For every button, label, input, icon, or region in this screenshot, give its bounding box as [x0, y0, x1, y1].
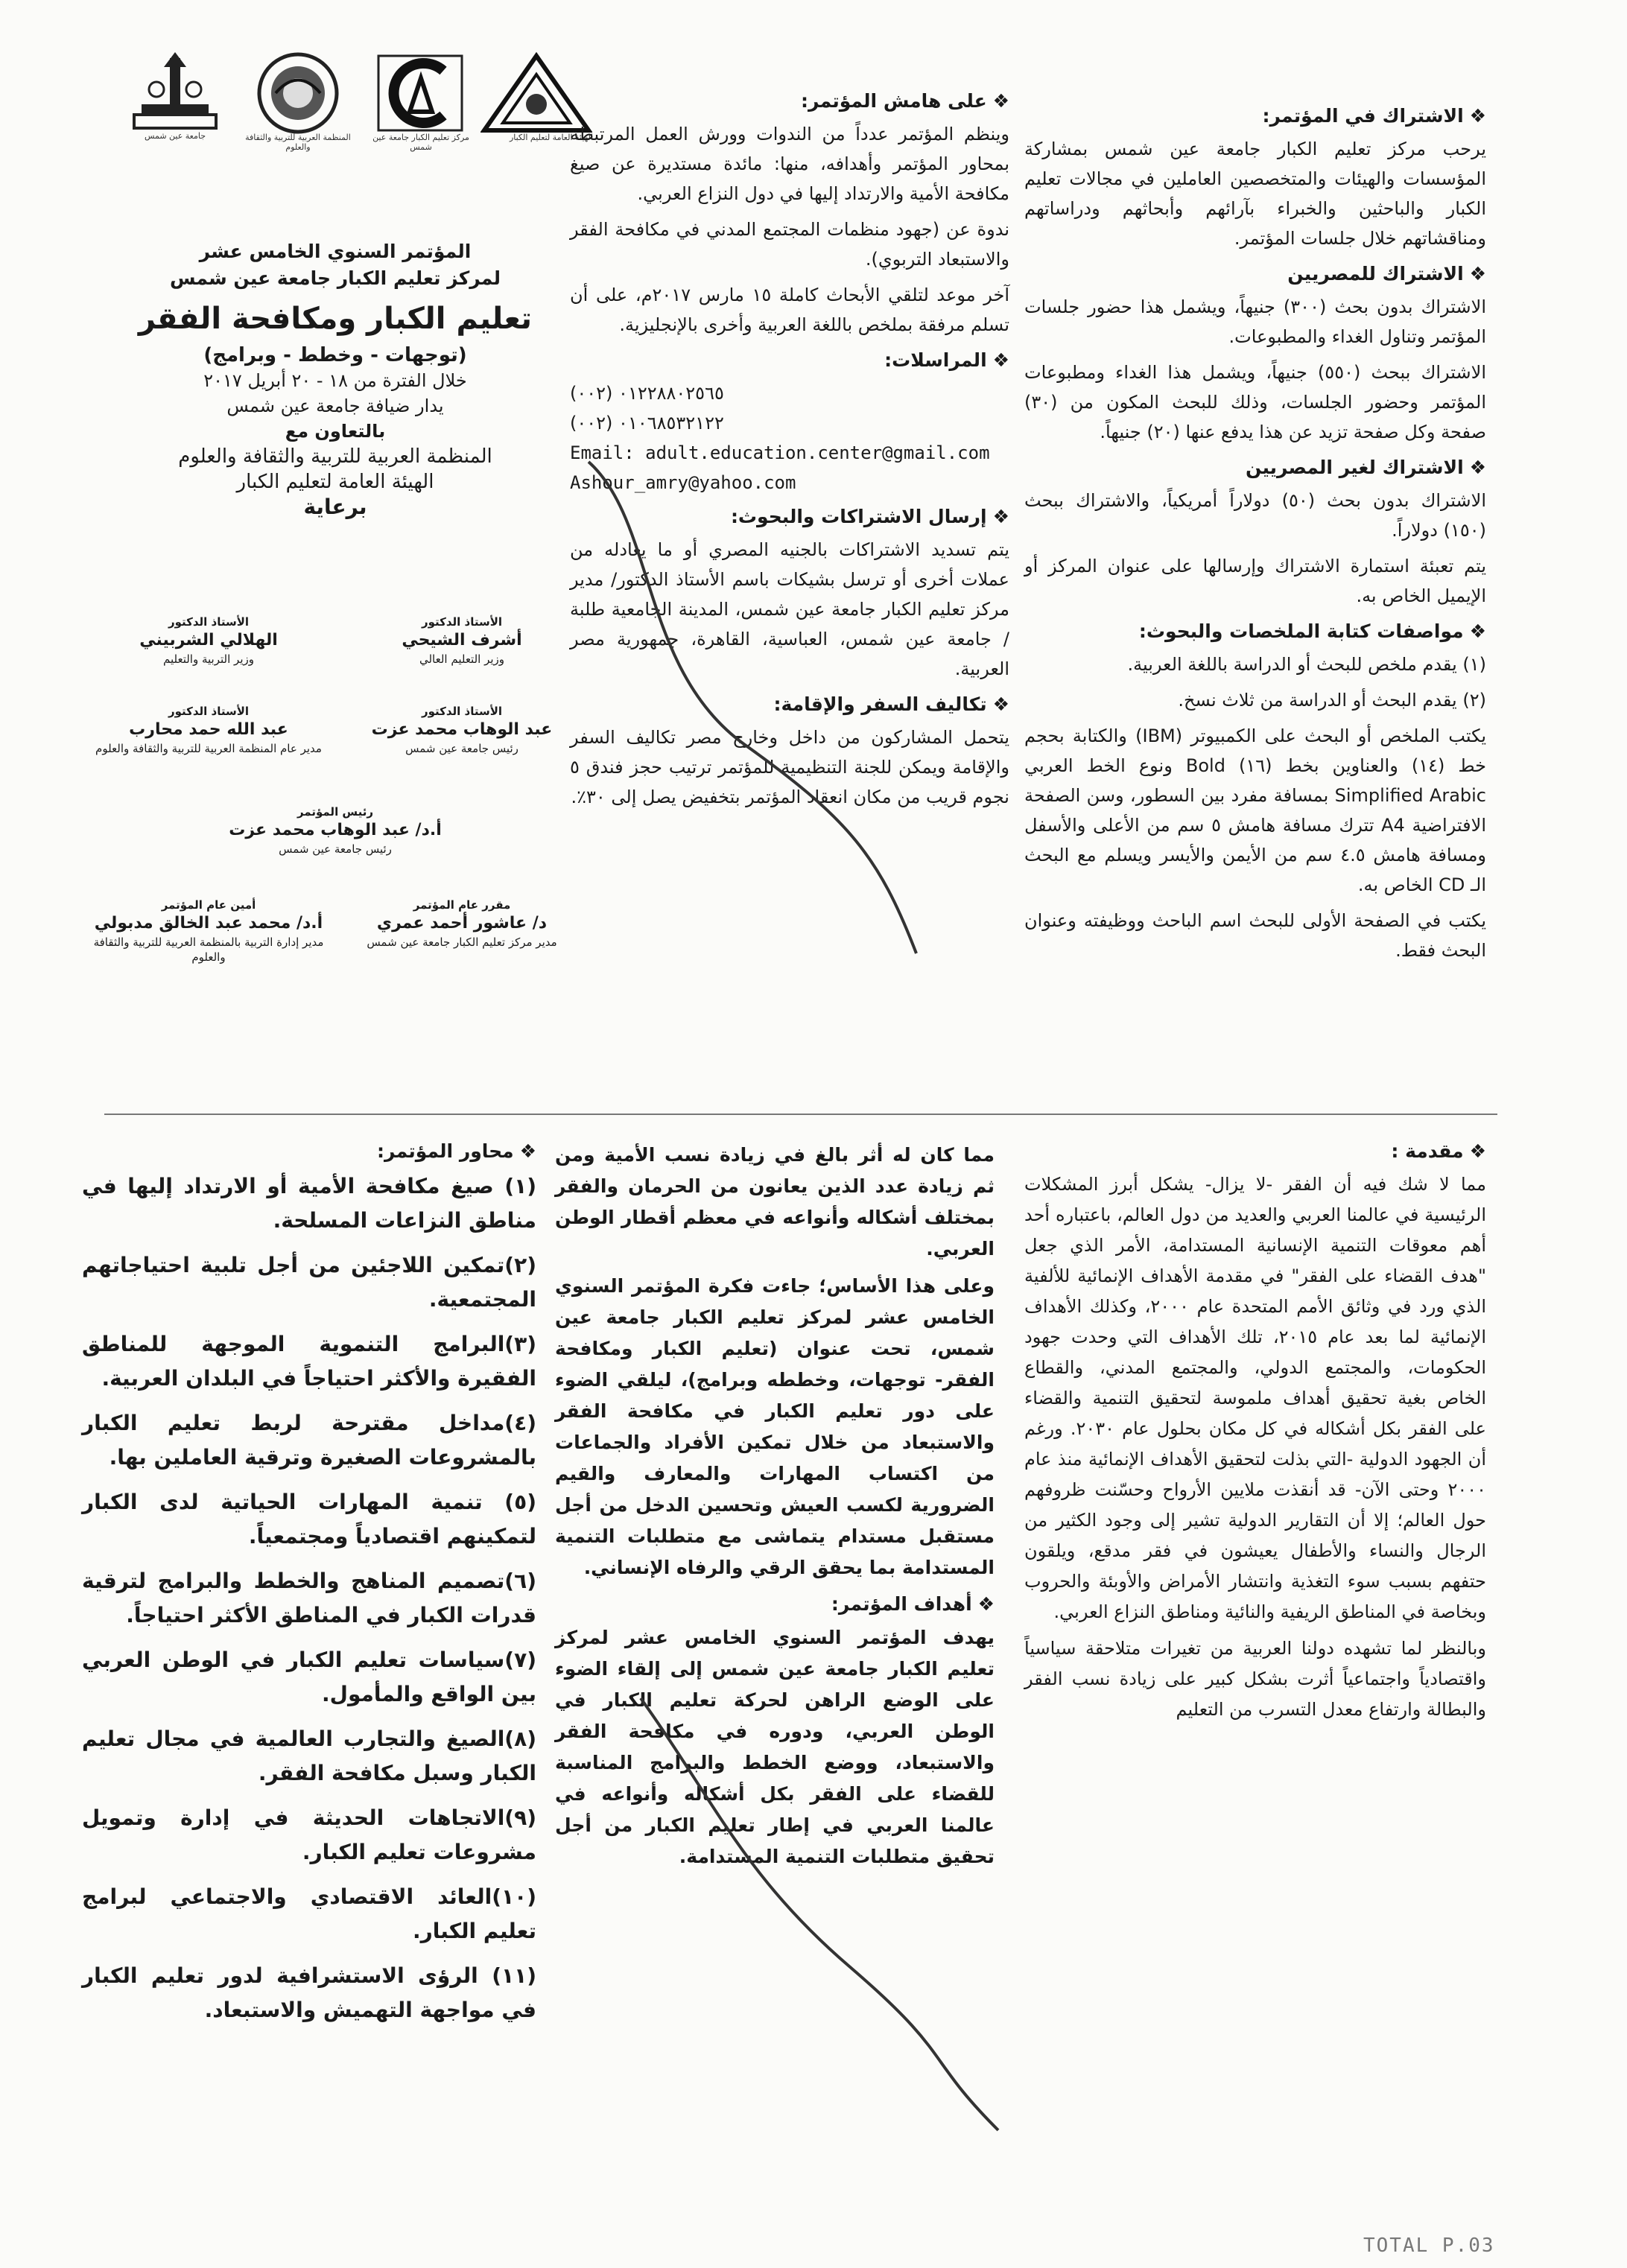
patron-4: الأستاذ الدكتور عبد الله حمد محارب مدير عام المنظمة العربية للتربية والثقافة والعلوم [95, 705, 322, 755]
axis-item: (٨)الصيغ والتجارب العالمية في مجال تعليم الكبار وسبل مكافحة الفقر. [82, 1727, 536, 1785]
conference-dates: خلال الفترة من ١٨ - ٢٠ أبريل ٢٠١٧ [203, 370, 467, 391]
conference-title: تعليم الكبار ومكافحة الفقر [138, 302, 533, 336]
phone-1: (٠٠٢) ٠١٢٢٨٨٠٢٥٦٥ [570, 383, 724, 404]
specs-heading: ❖ مواصفات كتابة الملخصات والبحوث: [1024, 617, 1486, 647]
axis-item: (٣)البرامج التنموية الموجهة للمناطق الفقيرة والأكثر احتياجاً في البلدان العربية. [82, 1332, 536, 1391]
conference-chair: رئيس المؤتمر أ.د/ عبد الوهاب محمد عزت رئيس جامعة عين شمس [229, 805, 442, 856]
logo-caption-two: المنظمة العربية للتربية والثقافة والعلوم [245, 133, 351, 152]
patron-2: الأستاذ الدكتور الهلالي الشربيني وزير التربية والتعليم [139, 615, 278, 666]
logo-caption-three: مركز تعليم الكبار جامعة عين شمس [372, 133, 469, 152]
axis-item: (٢)تمكين اللاجئين من أجل تلبية احتياجاتهم المجتمعية. [82, 1253, 536, 1312]
axis-item: (١) صيغ مكافحة الأمية أو الارتداد إليها في مناطق النزاعات المسلحة. [82, 1174, 536, 1233]
arab-organization-logo-icon [245, 52, 351, 152]
egyptians-heading: ❖ الاشتراك للمصريين [1024, 259, 1486, 289]
adult-education-center-logo-icon [372, 52, 469, 152]
non-egyptians-heading: ❖ الاشتراك لغير المصريين [1024, 453, 1486, 483]
patron-1: الأستاذ الدكتور أشرف الشيحي وزير التعليم العالي [402, 615, 522, 666]
section-divider [104, 1114, 1497, 1115]
correspondence-heading: ❖ المراسلات: [570, 346, 1009, 375]
axis-item: (٧)سياسات تعليم الكبار في الوطن العربي بين الواقع والمأمول. [82, 1648, 536, 1706]
announcement-line2: لمركز تعليم الكبار جامعة عين شمس [170, 267, 501, 289]
conference-announcement [112, 238, 559, 520]
conference-subtitle: (توجهات - وخطط - وبرامج) [203, 344, 467, 366]
axis-item: (٦)تصميم المناهج والخطط والبرامج لترقية قدرات الكبار في المناطق الأكثر احتياجاً. [82, 1569, 536, 1627]
patron-3: الأستاذ الدكتور عبد الوهاب محمد عزت رئيس جامعة عين شمس [371, 705, 553, 755]
patronage-label: برعاية [303, 495, 367, 519]
email-address[interactable]: Email: adult.education.center@gmail.com [570, 442, 990, 463]
axes-heading: ❖ محاور المؤتمر: [82, 1137, 536, 1166]
objectives-heading: ❖ أهداف المؤتمر: [555, 1589, 995, 1619]
page-footer: TOTAL P.03 [1363, 2234, 1495, 2257]
email-address-2[interactable]: Ashour_amry@yahoo.com [570, 472, 796, 493]
logo-caption-four: الهيئة العامة لتعليم الكبار [509, 133, 594, 142]
participation-column: ❖ الاشتراك في المؤتمر: يرحب مركز تعليم الكبار جامعة عين شمس بمشاركة المؤسسات والهيئات والمتخصصين العاملين في مجالات تعليم الكبار والباحثين والخبراء بآرائهم وأبحاثهم ودراساتهم ومناقشاتهم خلال جلسات المؤتمر. ❖ الاشتراك للمصريين الاشتراك بدون بحث (٣٠٠) جنيهاً، ويشمل هذا حضور جلسات المؤتمر وتناول الغداء والمطبوعات. الاشتراك ببحث (٥٥٠) جنيهاً، ويشمل هذا الغداء ومطبوعات المؤتمر وحضور الجلسات، وذلك للبحث المكون من (٣٠) صفحة وكل صفحة تزيد عن هذا يدفع عنها (٢٠) جنيهاً. ❖ الاشتراك لغير المصريين الاشتراك بدون بحث (٥٠) دولاراً أمريكياً، والاشتراك ببحث (١٥٠) دولاراً. يتم تعبئة استمارة الاشتراك وإرسالها على عنوان المركز أو الإيميل الخاص به. ❖ مواصفات كتابة الملخصات والبحوث: (١) يقدم ملخص للبحث أو الدراسة باللغة العربية. (٢) يقدم البحث أو الدراسة من ثلاث نسخ. يكتب الملخص أو البحث على الكمبيوتر (IBM) والكتابة بحجم خط (١٤) والعناوين بخط (١٦) Bold ونوع الخط العربي Simplified Arabic بمسافة مفرد بين السطور، وسن الصفحة الافتراضية A4 تترك مسافة هامش ٥ سم من الأعلى والأسفل ومسافة هامش ٤.٥ سم من الأيمن والأيسر ويسلم مع البحث الـ CD الخاص به. يكتب في الصفحة الأولى للبحث اسم الباحث ووظيفته وعنوان البحث فقط. [1024, 97, 1486, 971]
participation-heading: ❖ الاشتراك في المؤتمر: [1024, 101, 1486, 131]
axis-item: (٩)الاتجاهات الحديثة في إدارة وتمويل مشروعات تعليم الكبار. [82, 1805, 536, 1864]
introduction-column: ❖ مقدمة : مما لا شك فيه أن الفقر -لا يزال- يشكل أبرز المشكلات الرئيسية في عالمنا العربي والعديد من دول العالم، باعتباره أحد أهم معوقات التنمية الإنسانية المستدامة، الأمر الذي جعل "هدف القضاء على الفقر" في مقدمة الأهداف الإنمائية للألفية الذي ورد في وثائق الأمم المتحدة عام ٢٠٠٠، وكذلك الأهداف الإنمائية لما بعد عام ٢٠١٥، تلك الأهداف التي وحدت جهود الحكومات، والمجتمع الدولي، والمجتمع المدني، والقطاع الخاص بغية تحقيق أهداف ملموسة لتحقيق التنمية والقضاء على الفقر بكل أشكاله في كل مكان بحلول عام ٢٠٣٠. ورغم أن الجهود الدولية -التي بذلت لتحقيق الأهداف الإنمائية منذ عام ٢٠٠٠ وحتى الآن- قد أنقذت ملايين الأرواح وحسّنت ظروفهم حول العالم؛ إلا أن التقارير الدولية تشير إلى وجود الكثير من الرجال والنساء والأطفال يعيشون في فقر مدقع، ويلقون حتفهم بسبب سوء التغذية وانتشار الأمراض والأوبئة والحروب وبخاصة في المناطق الريفية والنائية ومناطق النزاع العربي. وبالنظر لما تشهده دولنا العربية من تغيرات متلاحقة سياسياً واقتصادياً واجتماعياً أثرت بشكل كبير على زيادة نسب الفقر والبطالة وارتفاع معدل التسرب من التعليم [1024, 1132, 1486, 1731]
introduction-heading: ❖ مقدمة : [1024, 1137, 1486, 1166]
travel-heading: ❖ تكاليف السفر والإقامة: [570, 690, 1009, 720]
axes-column [82, 1132, 536, 2038]
axis-item: (١١) الرؤى الاستشرافية لدور تعليم الكبار في مواجهة التهميش والاستبعاد. [82, 1963, 536, 2022]
conference-host: يدار ضيافة جامعة عين شمس [226, 396, 444, 416]
axis-item: (٤)مداخل مقترحة لربط تعليم الكبار بالمشروعات الصغيرة وترقية العاملين بها. [82, 1411, 536, 1470]
axes-list [82, 1169, 536, 2027]
university-logo-icon [127, 52, 223, 149]
axis-item: (١٠)العائد الاقتصادي والاجتماعي لبرامج تعليم الكبار. [82, 1884, 536, 1943]
phone-2: (٠٠٢) ٠١٠٦٨٥٣٢١٢٢ [570, 413, 724, 433]
logo-caption-one: جامعة عين شمس [144, 131, 206, 141]
axis-item: (٥) تنمية المهارات الحياتية لدى الكبار لتمكينهم اقتصادياً ومجتمعياً. [82, 1490, 536, 1548]
side-events-column: ❖ على هامش المؤتمر: وينظم المؤتمر عدداً من الندوات وورش العمل المرتبطة بمحاور المؤتمر وأهدافه، منها: مائدة مستديرة عن صيغ مكافحة الأمية والارتداد إليها في دول النزاع العربي. ندوة عن (جهود منظمات المجتمع المدني في مكافحة الفقر والاستبعاد التربوي). آخر موعد لتلقي الأبحاث كاملة ١٥ مارس ٢٠١٧م، على أن تسلم مرفقة بملخص باللغة العربية وأخرى بالإنجليزية. ❖ المراسلات: (٠٠٢) ٠١٢٢٨٨٠٢٥٦٥ (٠٠٢) ٠١٠٦٨٥٣٢١٢٢ Email: adult.education.center@gmail.com Ashour_amry@yahoo.com ❖ إرسال الاشتراكات والبحوث: يتم تسديد الاشتراكات بالجنيه المصري أو ما يعادله من عملات أخرى أو ترسل بشيكات باسم الأستاذ الدكتور/ مدير مركز تعليم الكبار جامعة عين شمس، المدينة الجامعية طلبة / جامعة عين شمس، العباسية، القاهرة، جمهورية مصر العربية. ❖ تكاليف السفر والإقامة: يتحمل المشاركون من داخل وخارج مصر تكاليف السفر والإقامة ويمكن للجنة التنظيمية للمؤتمر ترتيب حجز فندق ٥ نجوم قريب من مكان انعقاد المؤتمر بتخفيض يصل إلى ٣٠٪. [570, 82, 1009, 818]
conference-coop: بالتعاون مع [285, 421, 386, 442]
submissions-heading: ❖ إرسال الاشتراكات والبحوث: [570, 502, 1009, 532]
patron-5: مقرر عام المؤتمر د/ عاشور أحمد عمري مدير مركز تعليم الكبار جامعة عين شمس [367, 898, 557, 949]
announcement-line1: المؤتمر السنوي الخامس عشر [199, 241, 472, 262]
partner-org-1: المنظمة العربية للتربية والثقافة والعلوم [178, 445, 492, 468]
objectives-column: مما كان له أثر بالغ في زيادة نسب الأمية ومن ثم زيادة عدد الذين يعانون من الحرمان والفقر بمختلف أشكاله وأنواعه في معظم أقطار الوطن العربي. وعلى هذا الأساس؛ جاءت فكرة المؤتمر السنوي الخامس عشر لمركز تعليم الكبار جامعة عين شمس، تحت عنوان (تعليم الكبار ومكافحة الفقر- توجهات، وخططه وبرامج)، ليلقي الضوء على دور تعليم الكبار في مكافحة الفقر والاستبعاد من خلال تمكين الأفراد والجماعات من اكتساب المهارات والمعارف والقيم الضرورية لكسب العيش وتحسين الدخل من أجل مستقبل مستدام يتماشى مع متطلبات التنمية المستدامة بما يحقق الرقي والرفاه الإنساني. ❖ أهداف المؤتمر: يهدف المؤتمر السنوي الخامس عشر لمركز تعليم الكبار جامعة عين شمس إلى إلقاء الضوء على الوضع الراهن لحركة تعليم الكبار في الوطن العربي، ودوره في مكافحة الفقر والاستبعاد، ووضع الخطط والبرامج المناسبة للقضاء على الفقر بكل أشكاله وأنواعه في عالمنا العربي في إطار تعليم الكبار من أجل تحقيق متطلبات التنمية المستدامة. [555, 1140, 995, 1878]
partner-org-2: الهيئة العامة لتعليم الكبار [236, 471, 434, 493]
side-events-heading: ❖ على هامش المؤتمر: [570, 86, 1009, 116]
patron-6: أمين عام المؤتمر أ.د/ محمد عبد الخالق مدبولي مدير إدارة التربية بالمنظمة العربية للتربية والثقافة والعلوم [93, 898, 324, 964]
logo-strip [127, 52, 611, 152]
